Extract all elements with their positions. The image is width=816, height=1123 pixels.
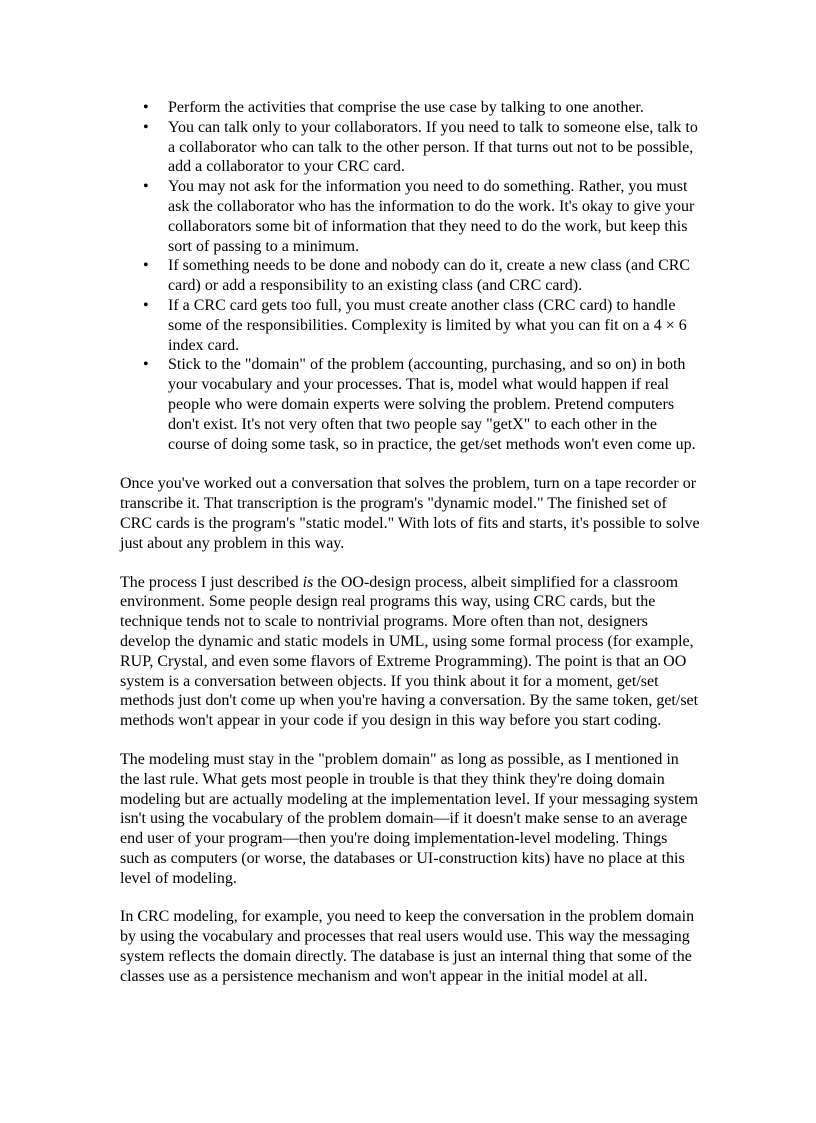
paragraph-oo-design-process	[120, 573, 700, 731]
bullet-text: You may not ask for the information you need to do something. Rather, you must ask the collaborator who has the information to do the work. It's okay to give your collaborators some bit of information that they need to do the work, but keep this sort of passing to a minimum.	[168, 178, 695, 255]
bullet-text: Stick to the "domain" of the problem (accounting, purchasing, and so on) in both your vocabulary and your processes. That is, model what would happen if real people who were domain experts were solving the problem. Pretend computers don't exist. It's not very often that two people say "getX" to each other in the course of doing some task, so in practice, the get/set methods won't even come up.	[168, 356, 696, 453]
paragraph-text: the OO-design process, albeit simplified for a classroom environment. Some people design real programs this way, using CRC cards, but the technique tends not to scale to nontrivial programs. More often than not, designers develop the dynamic and static models in UML, using some formal process (for example, RUP, Crystal, and even some flavors of Extreme Programming). The point is that an OO system is a conversation between objects. If you think about it for a moment, get/set methods just don't come up when you're having a conversation. By the same token, get/set methods won't appear in your code if you design in this way before you start coding.	[120, 573, 699, 730]
paragraph-problem-domain: The modeling must stay in the "problem domain" as long as possible, as I mentioned in the last rule. What gets most people in trouble is that they think they're doing domain modeling but are actually modeling at the implementation level. If your messaging system isn't using the vocabulary of the problem domain—if it doesn't make sense to an average end user of your program—then you're doing implementation-level modeling. Things such as computers (or worse, the databases or UI-construction kits) have no place at this level of modeling.	[120, 750, 699, 887]
bullet-dot-icon: •	[143, 296, 149, 314]
emphasis-text: is	[302, 573, 314, 591]
bullet-dot-icon: •	[143, 99, 149, 116]
bullet-dot-icon: •	[143, 118, 149, 136]
document-page	[120, 98, 700, 987]
bullet-dot-icon: •	[143, 356, 149, 374]
paragraph-crc-modeling: In CRC modeling, for example, you need to keep the conversation in the problem domain by using the vocabulary and processes that real users would use. This way the messaging system reflects the domain directly. The database is just an internal thing that some of the classes use as a persistence mechanism and won't appear in the initial model at all.	[120, 908, 695, 985]
bullet-dot-icon: •	[143, 257, 149, 275]
rules-bullet-list	[120, 98, 700, 454]
paragraph-dynamic-model: Once you've worked out a conversation that solves the problem, turn on a tape recorder or transcribe it. That transcription is the program's "dynamic model." The finished set of CRC cards is the program's "static model." With lots of fits and starts, it's possible to solve just about any problem in this way.	[120, 475, 700, 552]
bullet-item	[120, 177, 700, 256]
bullet-item	[120, 355, 700, 454]
paragraph-text: The process I just described	[120, 573, 303, 591]
bullet-item	[120, 256, 700, 296]
bullet-item	[120, 98, 700, 118]
bullet-item	[120, 118, 700, 177]
bullet-text: If a CRC card gets too full, you must create another class (CRC card) to handle some of the responsibilities. Complexity is limited by what you can fit on a 4 × 6 index card.	[168, 296, 687, 354]
bullet-item	[120, 296, 700, 355]
bullet-text: Perform the activities that comprise the use case by talking to one another.	[168, 99, 644, 116]
bullet-dot-icon: •	[143, 178, 149, 196]
bullet-text: If something needs to be done and nobody can do it, create a new class (and CRC card) or add a responsibility to an existing class (and CRC card).	[168, 257, 691, 295]
bullet-text: You can talk only to your collaborators. If you need to talk to someone else, talk to a collaborator who can talk to the other person. If that turns out not to be possible, add a collaborator to your CRC card.	[168, 118, 698, 176]
